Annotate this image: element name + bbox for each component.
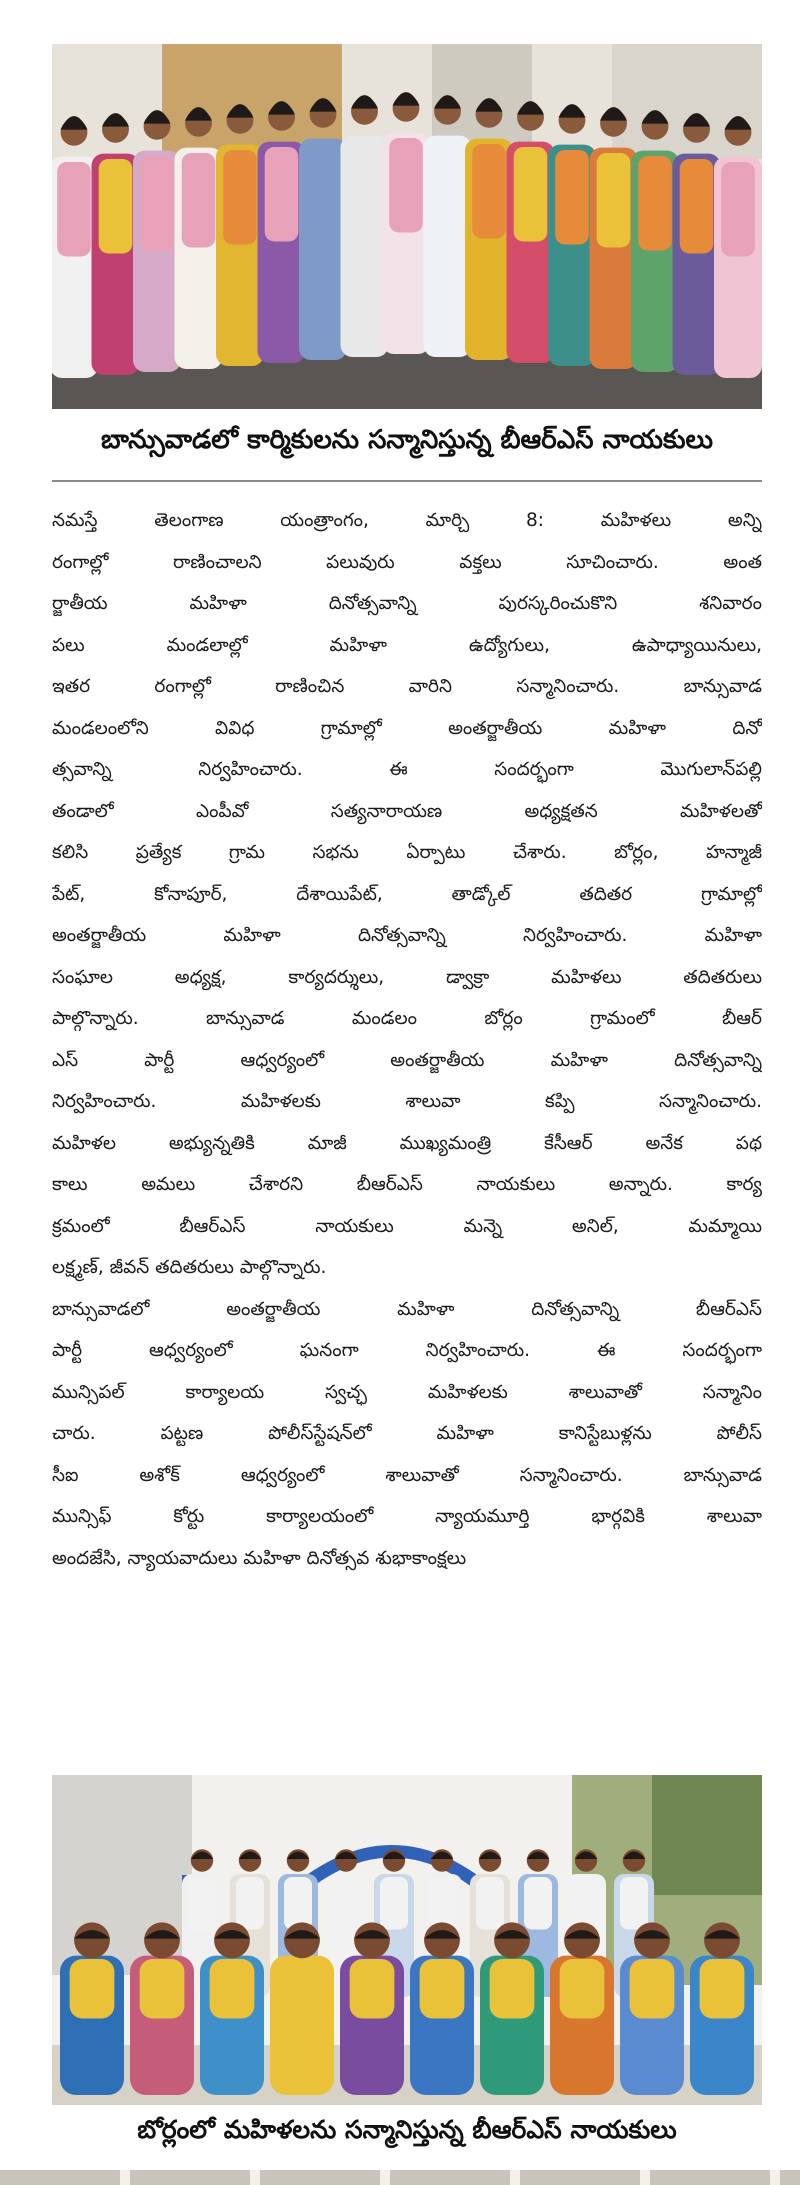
article-line: కలిసి ప్రత్యేక గ్రామ సభను ఏర్పాటు చేశారు. బోర్లం, హన్మాజీ — [52, 842, 762, 863]
bottom-photo-caption: బోర్లంలో మహిళలను సన్మానిస్తున్న బీఆర్ఎస్ నాయకులు — [137, 2115, 677, 2144]
article-line: అందజేసి, న్యాయవాదులు మహిళా దినోత్సవ శుభాకాంక్షలు — [52, 1547, 467, 1569]
article-line: ర్జాతీయ మహిళా దినోత్సవాన్ని పురస్కరించుకొని శనివారం — [52, 593, 762, 614]
article-line: త్సవాన్ని నిర్వహించారు. ఈ సందర్భంగా మొగులాన్‌పల్లి — [52, 759, 762, 780]
article-line: లక్ష్మణ్, జీవన్ తదితరులు పాల్గొన్నారు. — [52, 1257, 327, 1278]
article-line: సీఐ అశోక్ ఆధ్వర్యంలో శాలువాతో సన్మానించారు. బాన్సువాడ — [52, 1464, 762, 1486]
section-divider — [52, 480, 762, 482]
top-photo-image — [52, 44, 762, 409]
article-line: మహిళల అభ్యున్నతికి మాజీ ముఖ్యమంత్రి కేసీఆర్ అనేక పథ — [52, 1132, 762, 1154]
article-body — [52, 500, 762, 1579]
bottom-photo-image — [52, 1775, 762, 2105]
bottom-photo — [52, 1775, 762, 2105]
article-line: ఎస్ పార్టీ ఆధ్వర్యంలో అంతర్జాతీయ మహిళా దినోత్సవాన్ని — [52, 1049, 762, 1071]
top-photo-caption: బాన్సువాడలో కార్మికులను సన్మానిస్తున్న బీఆర్ఎస్ నాయకులు — [101, 425, 713, 455]
next-photo-edge — [0, 2170, 800, 2185]
article-line: రంగాల్లో రాణించాలని పలువురు వక్తలు సూచించారు. అంత — [52, 551, 762, 573]
article-line: మున్సిఫ్ కోర్టు కార్యాలయంలో న్యాయమూర్తి భార్గవికి శాలువా — [52, 1506, 762, 1527]
article-line: నిర్వహించారు. మహిళలకు శాలువా కప్పి సన్మానించారు. — [52, 1091, 762, 1112]
article-line: పార్టీ ఆధ్వర్యంలో ఘనంగా నిర్వహించారు. ఈ సందర్భంగా — [52, 1340, 762, 1361]
article-line: అంతర్జాతీయ మహిళా దినోత్సవాన్ని నిర్వహించారు. మహిళా — [52, 925, 762, 946]
article-line: పలు మండలాల్లో మహిళా ఉద్యోగులు, ఉపాధ్యాయినులు, — [52, 634, 762, 656]
article-line: నమస్తే తెలంగాణ యంత్రాంగం, మార్చి 8: మహిళలు అన్ని — [52, 510, 762, 531]
article-line: కాలు అమలు చేశారని బీఆర్ఎస్ నాయకులు అన్నారు. కార్య — [52, 1174, 762, 1195]
article-line: తండాలో ఎంపీవో సత్యనారాయణ అధ్యక్షతన మహిళలతో — [52, 800, 762, 822]
article-line: సంఘాల అధ్యక్ష, కార్యదర్శులు, డ్వాక్రా మహిళలు తదితరులు — [52, 966, 762, 988]
article-line: మున్సిపల్ కార్యాలయ స్వచ్ఛ మహిళలకు శాలువాతో సన్మానిం — [52, 1381, 762, 1403]
article-line: బాన్సువాడలో అంతర్జాతీయ మహిళా దినోత్సవాన్ని బీఆర్ఎస్ — [52, 1298, 762, 1320]
article-line: పేట్, కోనాపూర్, దేశాయిపేట్, తాడ్కోల్ తదితర గ్రామాల్లో — [52, 883, 762, 905]
article-line: ఇతర రంగాల్లో రాణించిన వారిని సన్మానించారు. బాన్సువాడ — [52, 676, 762, 697]
article-line: పాల్గొన్నారు. బాన్సువాడ మండలం బోర్లం గ్రామంలో బీఆర్ — [52, 1008, 762, 1029]
article-line: చారు. పట్టణ పోలీస్‌స్టేషన్‌లో మహిళా కానిస్టేబుళ్లను పోలీస్ — [52, 1423, 762, 1444]
article-line: మండలంలోని వివిధ గ్రామాల్లో అంతర్జాతీయ మహిళా దినో — [52, 717, 762, 739]
top-photo — [52, 44, 762, 409]
article-line: క్రమంలో బీఆర్ఎస్ నాయకులు మన్నె అనిల్, మమ్మాయి — [52, 1215, 762, 1237]
